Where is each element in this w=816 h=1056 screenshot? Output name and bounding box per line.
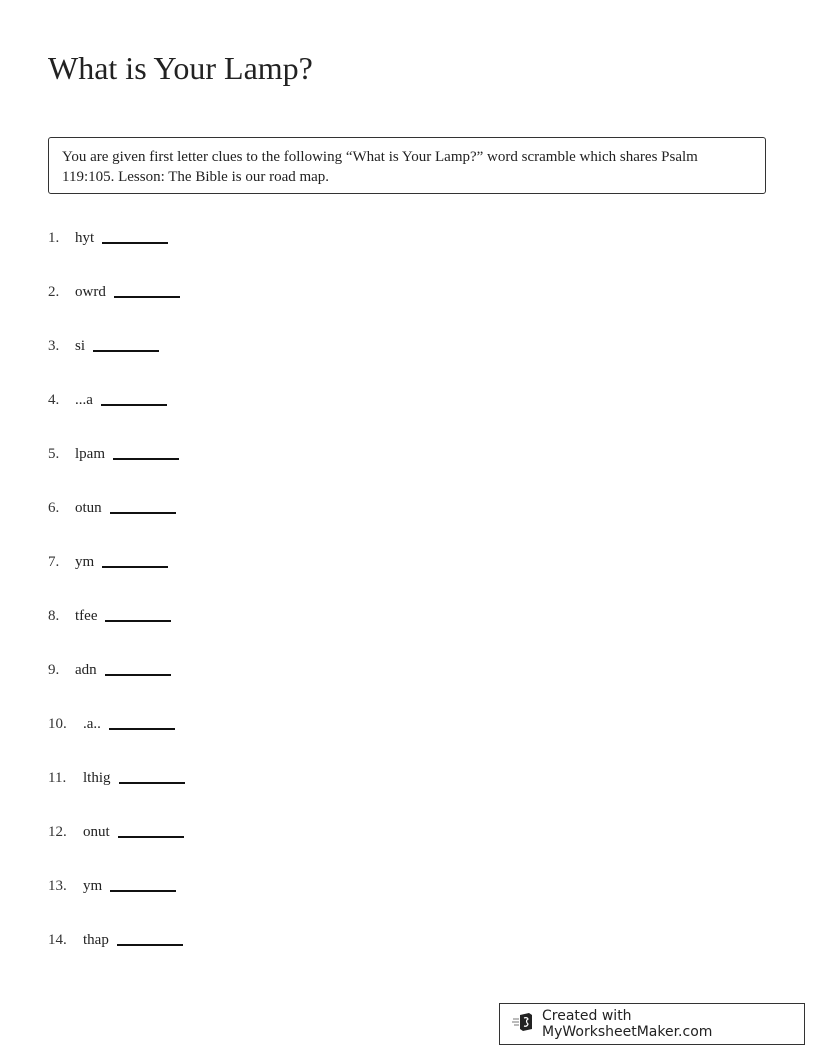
answer-blank[interactable] [110, 500, 176, 514]
answer-blank[interactable] [102, 230, 168, 244]
list-item [48, 770, 185, 792]
list-item [48, 500, 176, 522]
item-number: 2. [48, 284, 60, 300]
list-item [48, 932, 183, 954]
item-clue: tfee [75, 608, 98, 624]
item-number: 7. [48, 554, 60, 570]
answer-blank[interactable] [105, 662, 171, 676]
instructions-box: You are given first letter clues to the following “What is Your Lamp?” word scramble which shares Psalm 119:105. Lesson: The Bible is our road map. [48, 137, 766, 194]
item-clue: owrd [75, 284, 106, 300]
answer-blank[interactable] [105, 608, 171, 622]
item-number: 11. [48, 770, 67, 786]
list-item [48, 878, 176, 900]
list-item [48, 230, 168, 252]
list-item [48, 662, 171, 684]
item-number: 8. [48, 608, 60, 624]
item-number: 5. [48, 446, 60, 462]
item-number: 1. [48, 230, 60, 246]
item-number: 13. [48, 878, 67, 894]
item-clue: hyt [75, 230, 95, 246]
item-number: 12. [48, 824, 67, 840]
item-clue: lpam [75, 446, 105, 462]
list-item [48, 716, 175, 738]
list-item [48, 446, 179, 468]
created-with-badge[interactable] [499, 1003, 805, 1045]
list-item [48, 824, 184, 846]
list-item [48, 392, 167, 414]
item-clue: si [75, 338, 86, 354]
item-clue: ...a [75, 392, 93, 408]
item-clue: ym [75, 554, 95, 570]
answer-blank[interactable] [114, 284, 180, 298]
answer-blank[interactable] [102, 554, 168, 568]
item-number: 4. [48, 392, 60, 408]
item-clue: onut [83, 824, 110, 840]
item-clue: lthig [83, 770, 111, 786]
worksheet-maker-logo-icon [512, 1012, 542, 1036]
item-clue: otun [75, 500, 102, 516]
list-item [48, 608, 171, 630]
answer-blank[interactable] [117, 932, 183, 946]
answer-blank[interactable] [93, 338, 159, 352]
answer-blank[interactable] [101, 392, 167, 406]
answer-blank[interactable] [109, 716, 175, 730]
item-number: 9. [48, 662, 60, 678]
list-item [48, 338, 159, 360]
item-number: 14. [48, 932, 67, 948]
list-item [48, 284, 180, 306]
answer-blank[interactable] [119, 770, 185, 784]
footer-text: Created with MyWorksheetMaker.com [542, 1008, 713, 1040]
item-number: 10. [48, 716, 67, 732]
answer-blank[interactable] [110, 878, 176, 892]
list-item [48, 554, 168, 576]
answer-blank[interactable] [118, 824, 184, 838]
item-clue: thap [83, 932, 109, 948]
item-clue: adn [75, 662, 97, 678]
item-clue: .a.. [83, 716, 101, 732]
page-title: What is Your Lamp? [48, 50, 313, 86]
item-clue: ym [83, 878, 103, 894]
item-number: 6. [48, 500, 60, 516]
answer-blank[interactable] [113, 446, 179, 460]
item-number: 3. [48, 338, 60, 354]
